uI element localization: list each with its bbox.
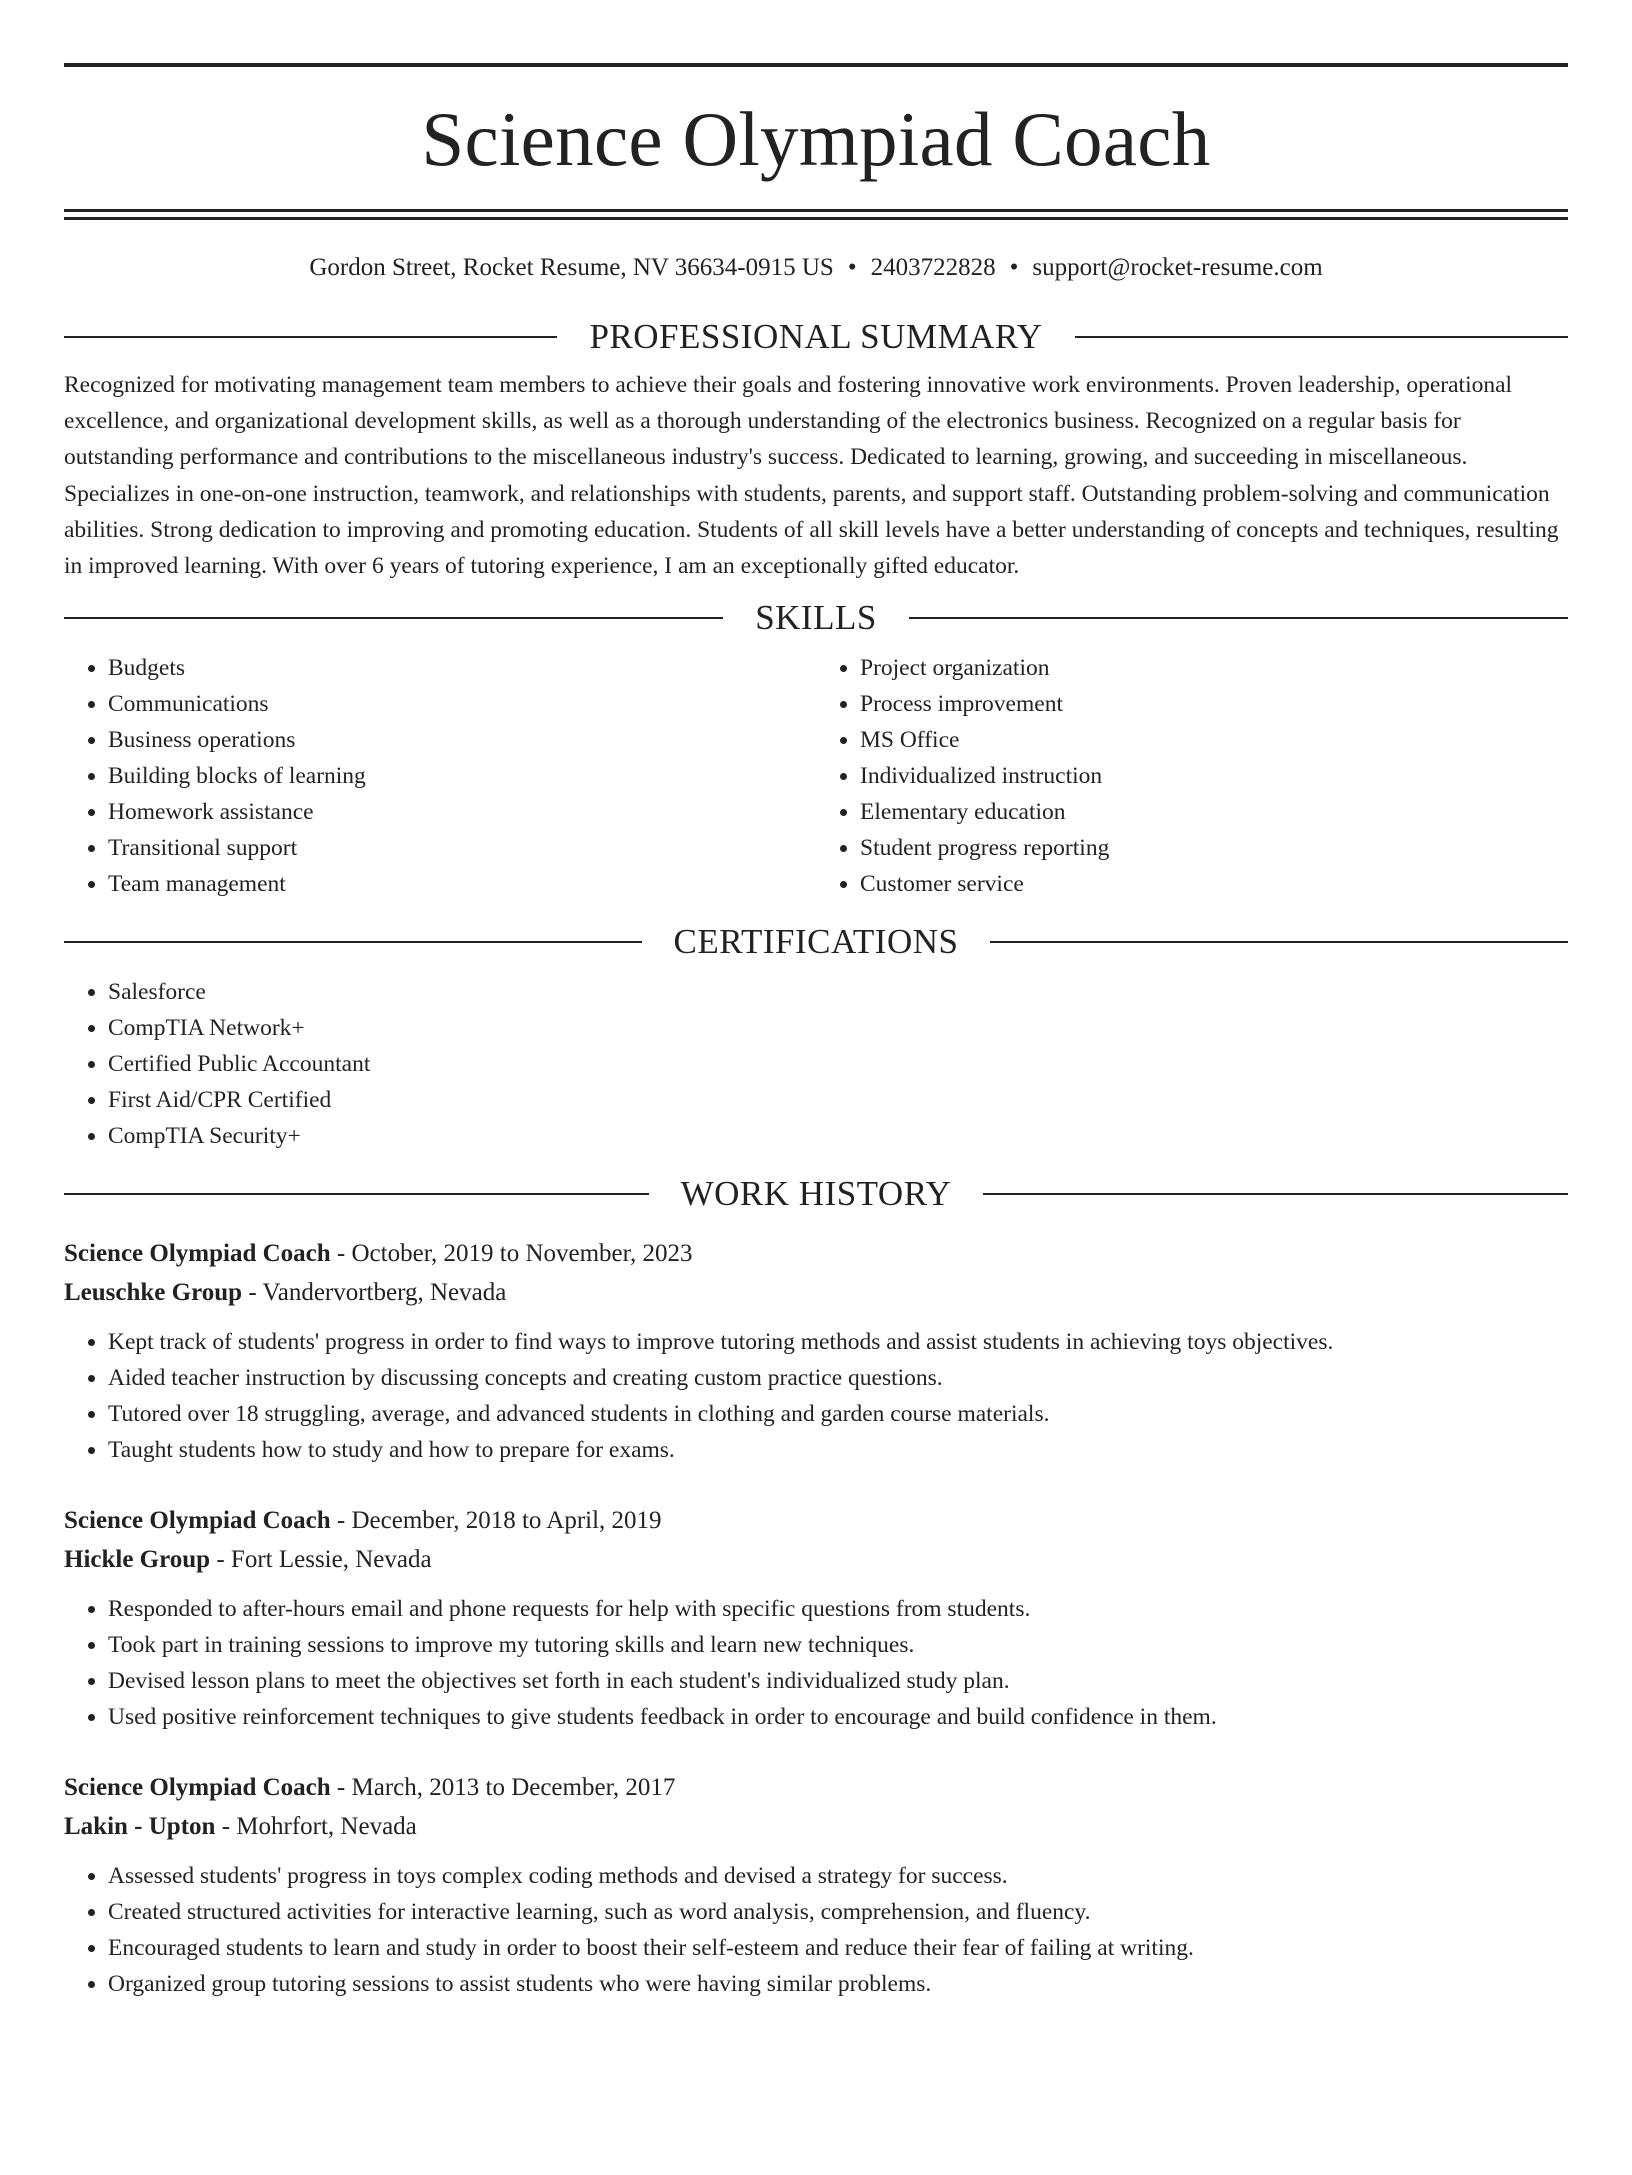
summary-section-header xyxy=(64,317,1568,357)
top-rule xyxy=(64,63,1568,67)
section-rule-right xyxy=(990,941,1568,943)
job-dates: - March, 2013 to December, 2017 xyxy=(330,1774,676,1802)
job-company: Lakin - Upton xyxy=(64,1813,216,1841)
job-company-line xyxy=(64,1807,1568,1846)
summary-text: Recognized for motivating management team members to achieve their goals and fostering innovative work environments. Proven leadership, operational excellence, and organizational development skills, as well as a thorough understanding of the electronics business. Recognized on a regular basis for outstanding performance and contributions to the miscellaneous industry's success. Dedicated to learning, growing, and succeeding in miscellaneous. Specializes in one-on-one instruction, teamwork, and relationships with students, parents, and support staff. Outstanding problem-solving and communication abilities. Strong dedication to improving and promoting education. Students of all skill levels have a better understanding of concepts and techniques, resulting in improved learning. With over 6 years of tutoring experience, I am an exceptionally gifted educator. xyxy=(64,372,1559,580)
job-bullet: • Encouraged students to learn and study in order to boost their self-esteem and reduce their fear of failing at writing. xyxy=(108,1930,1568,1966)
job-bullet: • Aided teacher instruction by discussing concepts and creating custom practice questions. xyxy=(108,1360,1568,1396)
certification-item: • First Aid/CPR Certified xyxy=(108,1082,1568,1118)
skill-item: • Budgets xyxy=(108,650,816,686)
certification-item: • CompTIA Security+ xyxy=(108,1118,1568,1154)
job-company-line xyxy=(64,1540,1568,1579)
job-entry xyxy=(64,1768,1568,2002)
skill-item: • Elementary education xyxy=(860,794,1568,830)
job-dates: - October, 2019 to November, 2023 xyxy=(330,1240,693,1268)
job-bullet: • Assessed students' progress in toys complex coding methods and devised a strategy for success. xyxy=(108,1858,1568,1894)
job-bullet: • Tutored over 18 struggling, average, and advanced students in clothing and garden course materials. xyxy=(108,1396,1568,1432)
skills-section-header xyxy=(64,598,1568,638)
title-double-rule xyxy=(64,209,1568,220)
skill-item: • Customer service xyxy=(860,866,1568,902)
job-title: Science Olympiad Coach xyxy=(64,1774,331,1802)
job-entry xyxy=(64,1234,1568,1468)
certification-item: • Salesforce xyxy=(108,974,1568,1010)
skill-item: • Project organization xyxy=(860,650,1568,686)
section-rule-left xyxy=(64,336,557,338)
job-location: - Fort Lessie, Nevada xyxy=(210,1546,432,1574)
job-title-line xyxy=(64,1768,1568,1807)
job-title: Science Olympiad Coach xyxy=(64,1507,331,1535)
job-bullet: • Kept track of students' progress in order to find ways to improve tutoring methods and assist students in achieving toys objectives. xyxy=(108,1324,1568,1360)
contact-phone: 2403722828 xyxy=(870,254,996,281)
job-bullets xyxy=(64,1591,1568,1735)
skill-item: • Process improvement xyxy=(860,686,1568,722)
skills-list-right xyxy=(816,650,1568,902)
skill-item: • Homework assistance xyxy=(108,794,816,830)
job-title: Science Olympiad Coach xyxy=(64,1240,331,1268)
certifications-section-header xyxy=(64,922,1568,962)
job-title-line xyxy=(64,1501,1568,1540)
work-history-section-header xyxy=(64,1174,1568,1214)
resume-page xyxy=(0,63,1632,2175)
job-company: Leuschke Group xyxy=(64,1279,243,1307)
job-title-line xyxy=(64,1234,1568,1273)
skill-item: • Individualized instruction xyxy=(860,758,1568,794)
skill-item: • Building blocks of learning xyxy=(108,758,816,794)
skill-item: • Team management xyxy=(108,866,816,902)
job-bullet: • Taught students how to study and how to prepare for exams. xyxy=(108,1432,1568,1468)
job-entry xyxy=(64,1501,1568,1735)
contact-address: Gordon Street, Rocket Resume, NV 36634-0915 US xyxy=(309,254,834,281)
job-bullets xyxy=(64,1858,1568,2002)
certifications-list xyxy=(64,974,1568,1154)
skills-heading: SKILLS xyxy=(755,598,877,638)
job-company: Hickle Group xyxy=(64,1546,211,1574)
skill-item: • Communications xyxy=(108,686,816,722)
certifications-heading: CERTIFICATIONS xyxy=(673,922,959,962)
job-company-line xyxy=(64,1273,1568,1312)
job-location: - Mohrfort, Nevada xyxy=(215,1813,417,1841)
skills-columns xyxy=(64,650,1568,902)
section-rule-left xyxy=(64,1193,649,1195)
job-bullet: • Organized group tutoring sessions to assist students who were having similar problems. xyxy=(108,1966,1568,2002)
job-bullet: • Took part in training sessions to improve my tutoring skills and learn new techniques. xyxy=(108,1627,1568,1663)
section-rule-right xyxy=(909,617,1568,619)
job-bullet: • Created structured activities for interactive learning, such as word analysis, comprehension, and fluency. xyxy=(108,1894,1568,1930)
resume-title: Science Olympiad Coach xyxy=(421,96,1211,182)
work-history-heading: WORK HISTORY xyxy=(680,1174,952,1214)
job-bullets xyxy=(64,1324,1568,1468)
contact-separator: • xyxy=(1009,254,1019,281)
section-rule-left xyxy=(64,617,723,619)
summary-heading: PROFESSIONAL SUMMARY xyxy=(589,317,1043,356)
certification-item: • CompTIA Network+ xyxy=(108,1010,1568,1046)
skill-item: • Transitional support xyxy=(108,830,816,866)
job-bullet: • Devised lesson plans to meet the objectives set forth in each student's individualized study plan. xyxy=(108,1663,1568,1699)
job-dates: - December, 2018 to April, 2019 xyxy=(330,1507,662,1535)
skills-list-left xyxy=(64,650,816,902)
job-bullet: • Responded to after-hours email and phone requests for help with specific questions from students. xyxy=(108,1591,1568,1627)
section-rule-right xyxy=(983,1193,1568,1195)
skill-item: • Student progress reporting xyxy=(860,830,1568,866)
skill-item: • Business operations xyxy=(108,722,816,758)
contact-line xyxy=(64,253,1568,283)
section-rule-left xyxy=(64,941,642,943)
job-bullet: • Used positive reinforcement techniques to give students feedback in order to encourage and build confidence in them. xyxy=(108,1699,1568,1735)
certification-item: • Certified Public Accountant xyxy=(108,1046,1568,1082)
contact-separator: • xyxy=(847,254,857,281)
skill-item: • MS Office xyxy=(860,722,1568,758)
section-rule-right xyxy=(1075,336,1568,338)
job-location: - Vandervortberg, Nevada xyxy=(242,1279,507,1307)
contact-email: support@rocket-resume.com xyxy=(1032,254,1323,281)
